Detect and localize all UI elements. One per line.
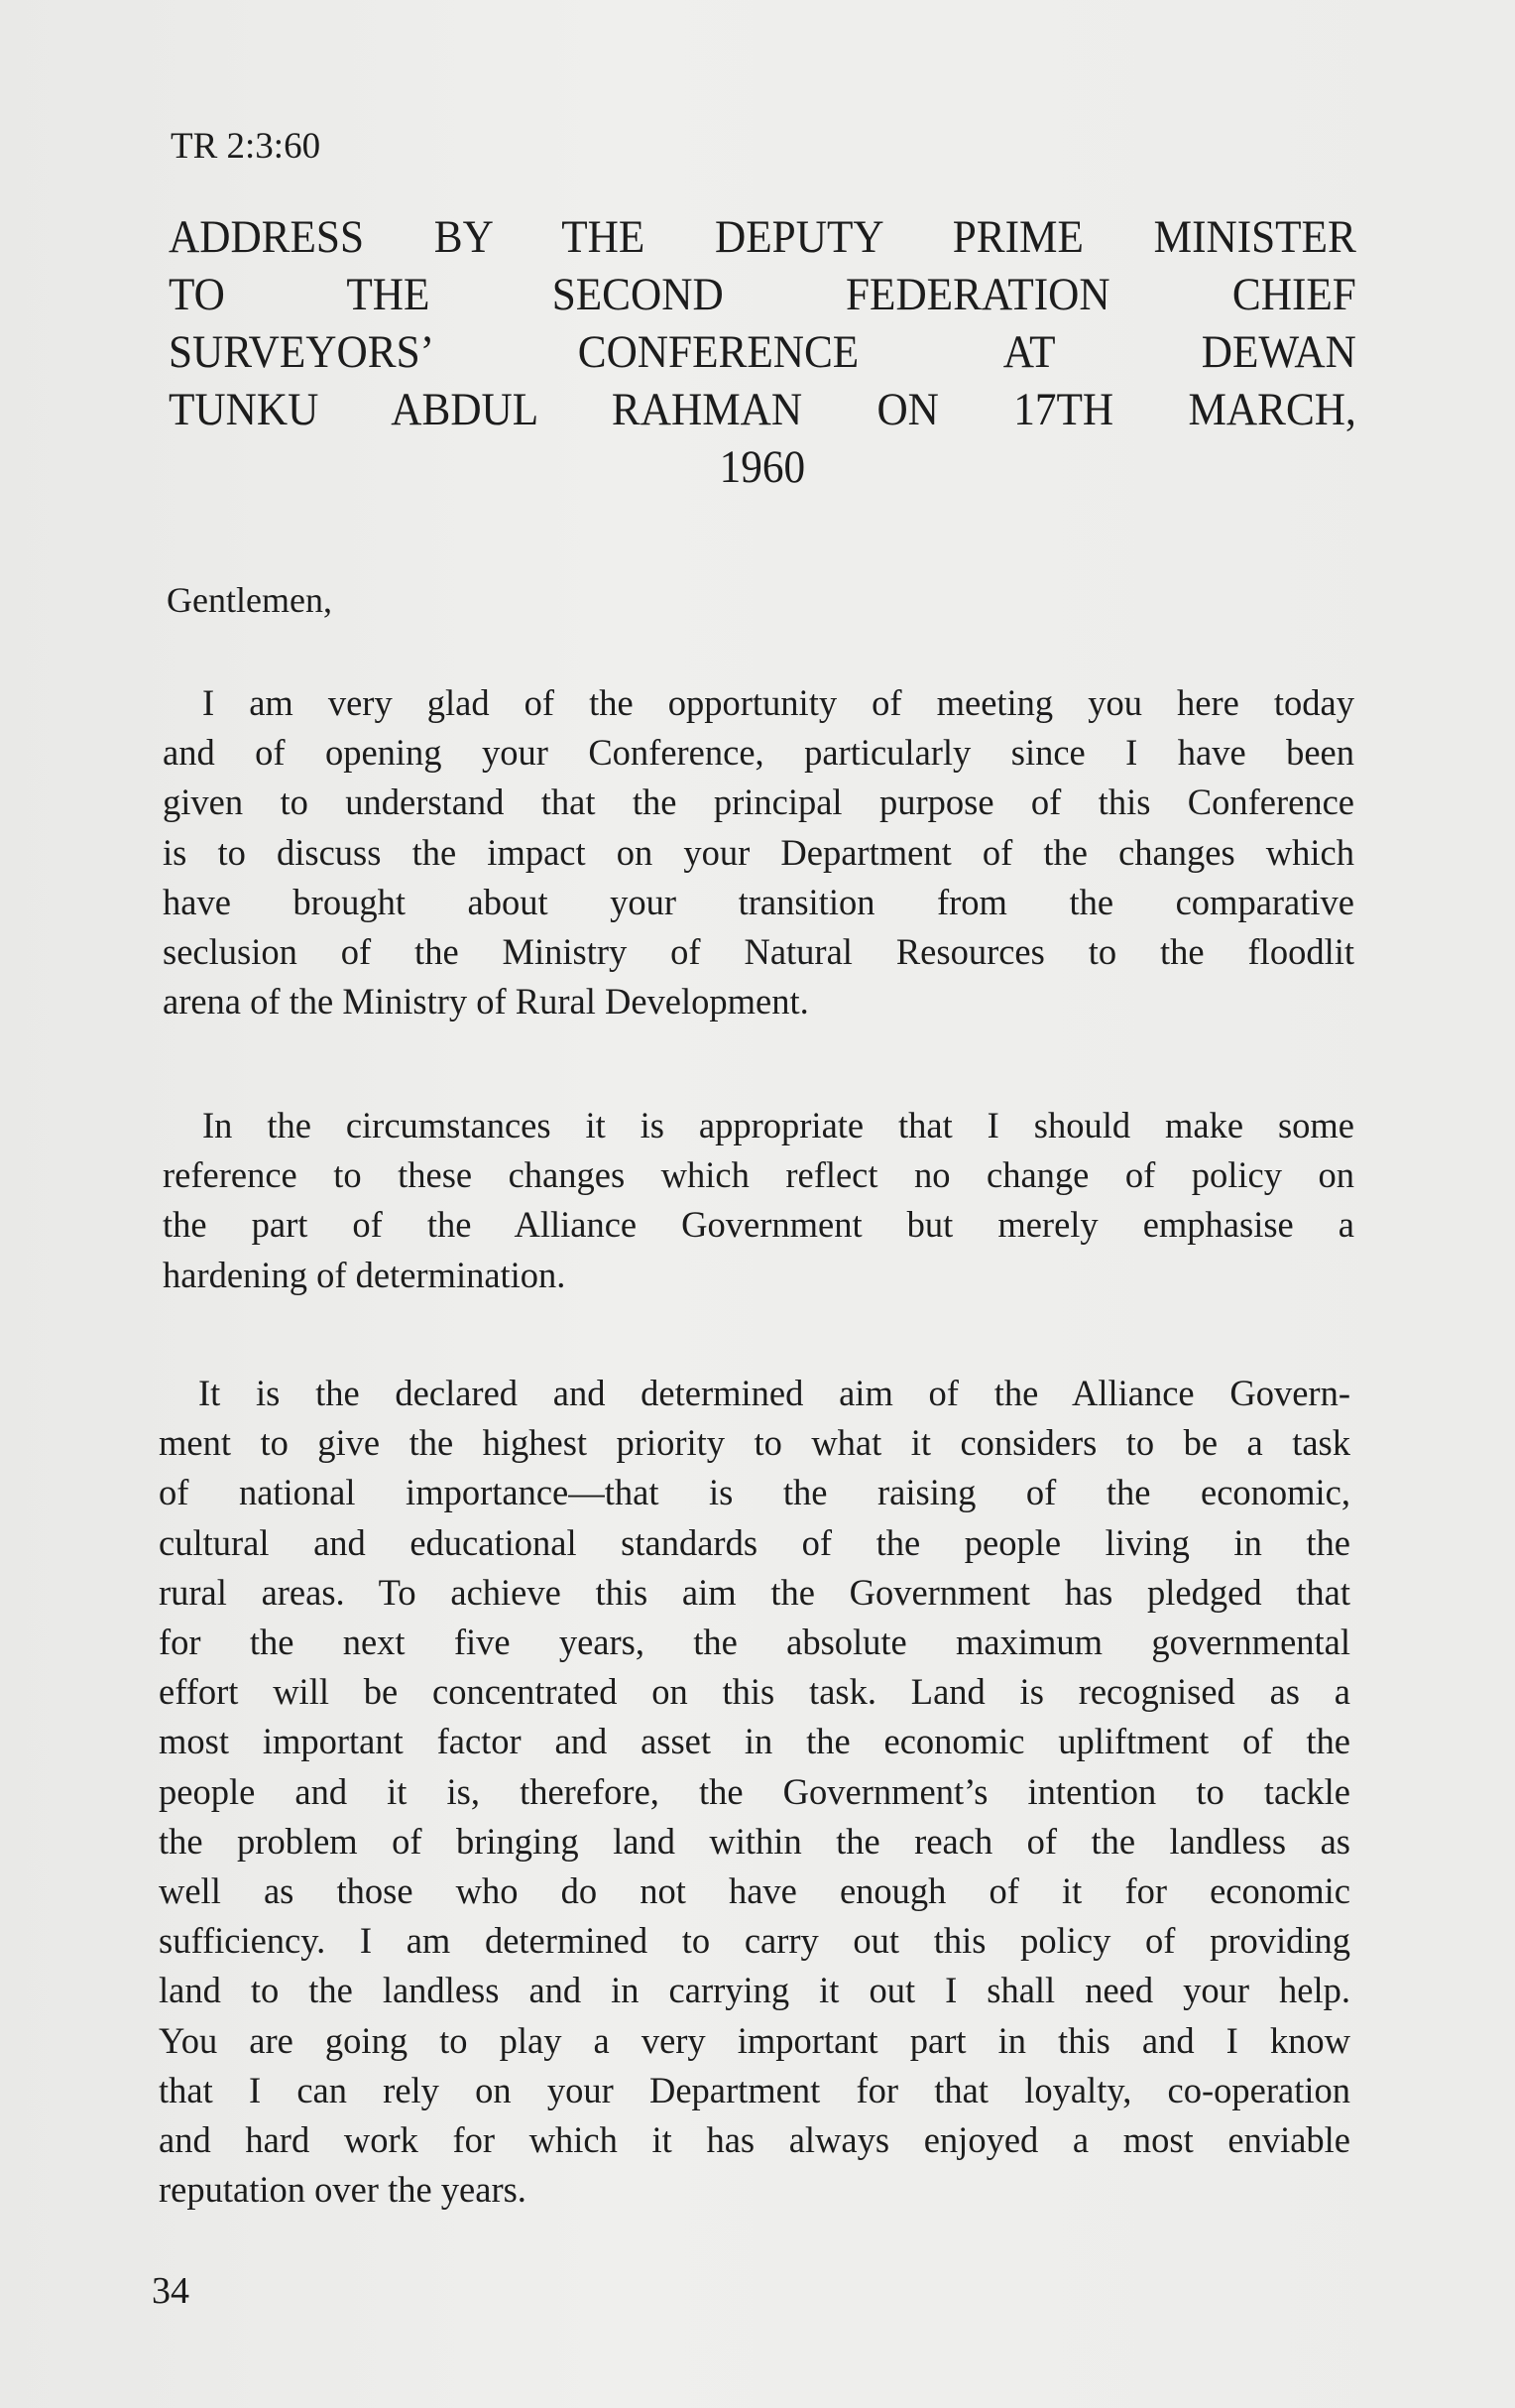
paragraph-line: ment to give the highest priority to what it considers to be a task (159, 1422, 1350, 1464)
paragraph-line: and of opening your Conference, particularly since I have been (163, 732, 1354, 774)
document-reference: TR 2:3:60 (171, 126, 321, 167)
paragraph-line: rural areas. To achieve this aim the Government has pledged that (159, 1571, 1350, 1613)
paragraph-line: hardening of determination. (163, 1254, 566, 1295)
title-line: TUNKU ABDUL RAHMAN ON 17TH MARCH, (169, 384, 1356, 435)
paragraph-line: is to discuss the impact on your Department of the changes which (163, 831, 1354, 873)
document-title (169, 208, 1356, 496)
paragraph-line: You are going to play a very important part in this and I know (159, 2019, 1350, 2061)
paragraph-line: and hard work for which it has always enjoyed a most enviable (159, 2119, 1350, 2161)
paragraph-line: reputation over the years. (159, 2169, 526, 2211)
paragraph-line: the part of the Alliance Government but merely emphasise a (163, 1204, 1354, 1246)
paragraph-line: that I can rely on your Department for that loyalty, co-operation (159, 2069, 1350, 2110)
paragraph-line: arena of the Ministry of Rural Development. (163, 981, 809, 1023)
paragraph-line: have brought about your transition from the comparative (163, 881, 1354, 922)
paragraph-line: In the circumstances it is appropriate that I should make some (202, 1105, 1354, 1145)
paragraph-line: sufficiency. I am determined to carry out this policy of providing (159, 1920, 1350, 1962)
title-line: SURVEYORS’ CONFERENCE AT DEWAN (169, 326, 1356, 378)
paragraph-line: cultural and educational standards of the people living in the (159, 1521, 1350, 1563)
paragraph-line: people and it is, therefore, the Government’s intention to tackle (159, 1770, 1350, 1812)
paragraph-line: land to the landless and in carrying it out I shall need your help. (159, 1970, 1350, 2011)
paragraph-line: I am very glad of the opportunity of meeting you here today (202, 682, 1354, 723)
title-line: 1960 (719, 441, 806, 493)
paragraph-line: effort will be concentrated on this task. Land is recognised as a (159, 1671, 1350, 1713)
paragraph-line: of national importance—that is the raising of the economic, (159, 1472, 1350, 1513)
paragraph-line: the problem of bringing land within the reach of the landless as (159, 1820, 1350, 1862)
paragraph-3 (159, 1369, 1350, 2215)
paragraph-line: for the next five years, the absolute maximum governmental (159, 1622, 1350, 1663)
title-line: ADDRESS BY THE DEPUTY PRIME MINISTER (169, 211, 1356, 263)
title-line: TO THE SECOND FEDERATION CHIEF (169, 269, 1356, 320)
paragraph-line: seclusion of the Ministry of Natural Resources to the floodlit (163, 931, 1354, 973)
paragraph-line: It is the declared and determined aim of the Alliance Govern- (198, 1373, 1350, 1413)
salutation: Gentlemen, (167, 580, 332, 620)
paragraph-line: well as those who do not have enough of it for economic (159, 1870, 1350, 1912)
paragraph-1 (163, 678, 1354, 1026)
paragraph-2 (163, 1101, 1354, 1300)
paragraph-line: reference to these changes which reflect no change of policy on (163, 1154, 1354, 1196)
page-number: 34 (152, 2270, 189, 2312)
paragraph-line: most important factor and asset in the economic upliftment of the (159, 1721, 1350, 1762)
paragraph-line: given to understand that the principal purpose of this Conference (163, 782, 1354, 823)
